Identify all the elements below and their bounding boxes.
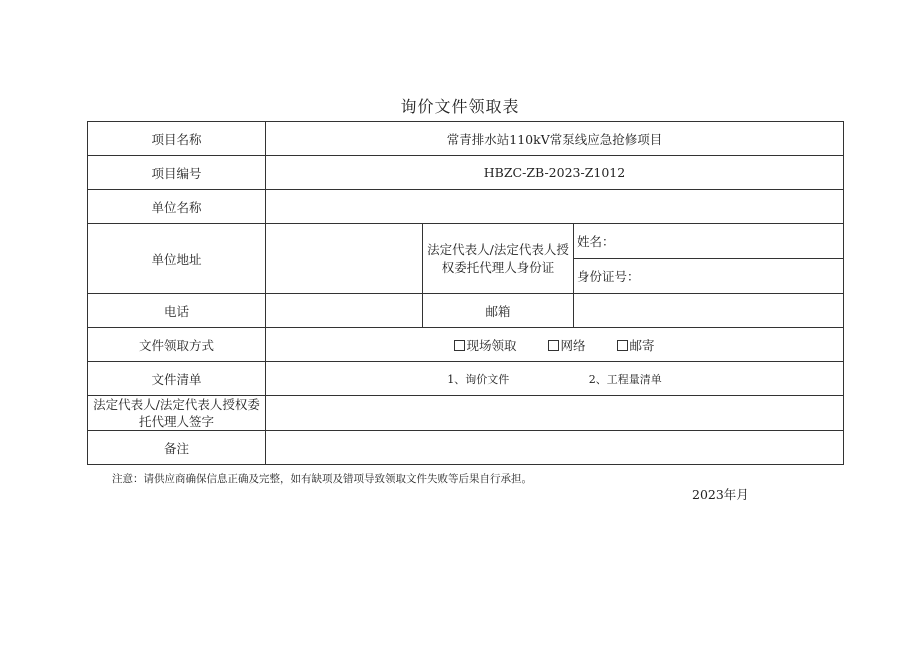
row-remarks bbox=[88, 431, 844, 465]
checkbox-mail[interactable] bbox=[617, 340, 628, 351]
form-title: 询价文件领取表 bbox=[400, 97, 520, 116]
docs-label: 文件清单 bbox=[88, 362, 266, 396]
id-number-field[interactable] bbox=[574, 259, 844, 294]
method-label: 文件领取方式 bbox=[88, 328, 266, 362]
doc-item: 2、工程量清单 bbox=[588, 372, 662, 386]
notice-text: 注意：请供应商确保信息正确及完整，如有缺项及错项导致领取文件失败等后果自行承担。 bbox=[112, 473, 532, 485]
project-name-label: 项目名称 bbox=[88, 122, 266, 156]
docs-list bbox=[266, 362, 844, 396]
row-method bbox=[88, 328, 844, 362]
phone-field[interactable] bbox=[266, 294, 423, 328]
checkbox-online[interactable] bbox=[548, 340, 559, 351]
doc-item: 1、询价文件 bbox=[447, 372, 510, 386]
unit-address-field[interactable] bbox=[266, 224, 423, 294]
option-onsite[interactable]: 现场领取 bbox=[454, 338, 516, 353]
row-project-number bbox=[88, 156, 844, 190]
option-mail[interactable]: 邮寄 bbox=[617, 338, 654, 353]
remarks-label: 备注 bbox=[88, 431, 266, 465]
remarks-field[interactable] bbox=[266, 431, 844, 465]
row-docs bbox=[88, 362, 844, 396]
unit-name-label: 单位名称 bbox=[88, 190, 266, 224]
method-options bbox=[266, 328, 844, 362]
unit-name-field[interactable] bbox=[266, 190, 844, 224]
signature-field[interactable] bbox=[266, 396, 844, 431]
email-field[interactable] bbox=[574, 294, 844, 328]
signature-label: 法定代表人/法定代表人授权委托代理人签字 bbox=[88, 396, 266, 431]
email-label: 邮箱 bbox=[423, 294, 574, 328]
unit-address-label: 单位地址 bbox=[88, 224, 266, 294]
project-name-value[interactable]: 常青排水站110kV常泵线应急抢修项目 bbox=[266, 122, 844, 156]
date-text: 2023年月 bbox=[692, 487, 749, 502]
representative-id-label: 法定代表人/法定代表人授权委托代理人身份证 bbox=[423, 224, 574, 294]
row-unit-address bbox=[88, 224, 844, 259]
option-online[interactable]: 网络 bbox=[548, 338, 585, 353]
row-signature bbox=[88, 396, 844, 431]
project-number-label: 项目编号 bbox=[88, 156, 266, 190]
checkbox-onsite[interactable] bbox=[454, 340, 465, 351]
name-label: 姓名： bbox=[577, 234, 615, 249]
name-field[interactable] bbox=[574, 224, 844, 259]
row-unit-name bbox=[88, 190, 844, 224]
phone-label: 电话 bbox=[88, 294, 266, 328]
row-project-name bbox=[88, 122, 844, 156]
project-number-value[interactable]: HBZC-ZB-2023-Z1012 bbox=[266, 156, 844, 190]
row-phone bbox=[88, 294, 844, 328]
collection-form-table bbox=[87, 121, 844, 465]
id-number-label: 身份证号： bbox=[577, 269, 640, 284]
